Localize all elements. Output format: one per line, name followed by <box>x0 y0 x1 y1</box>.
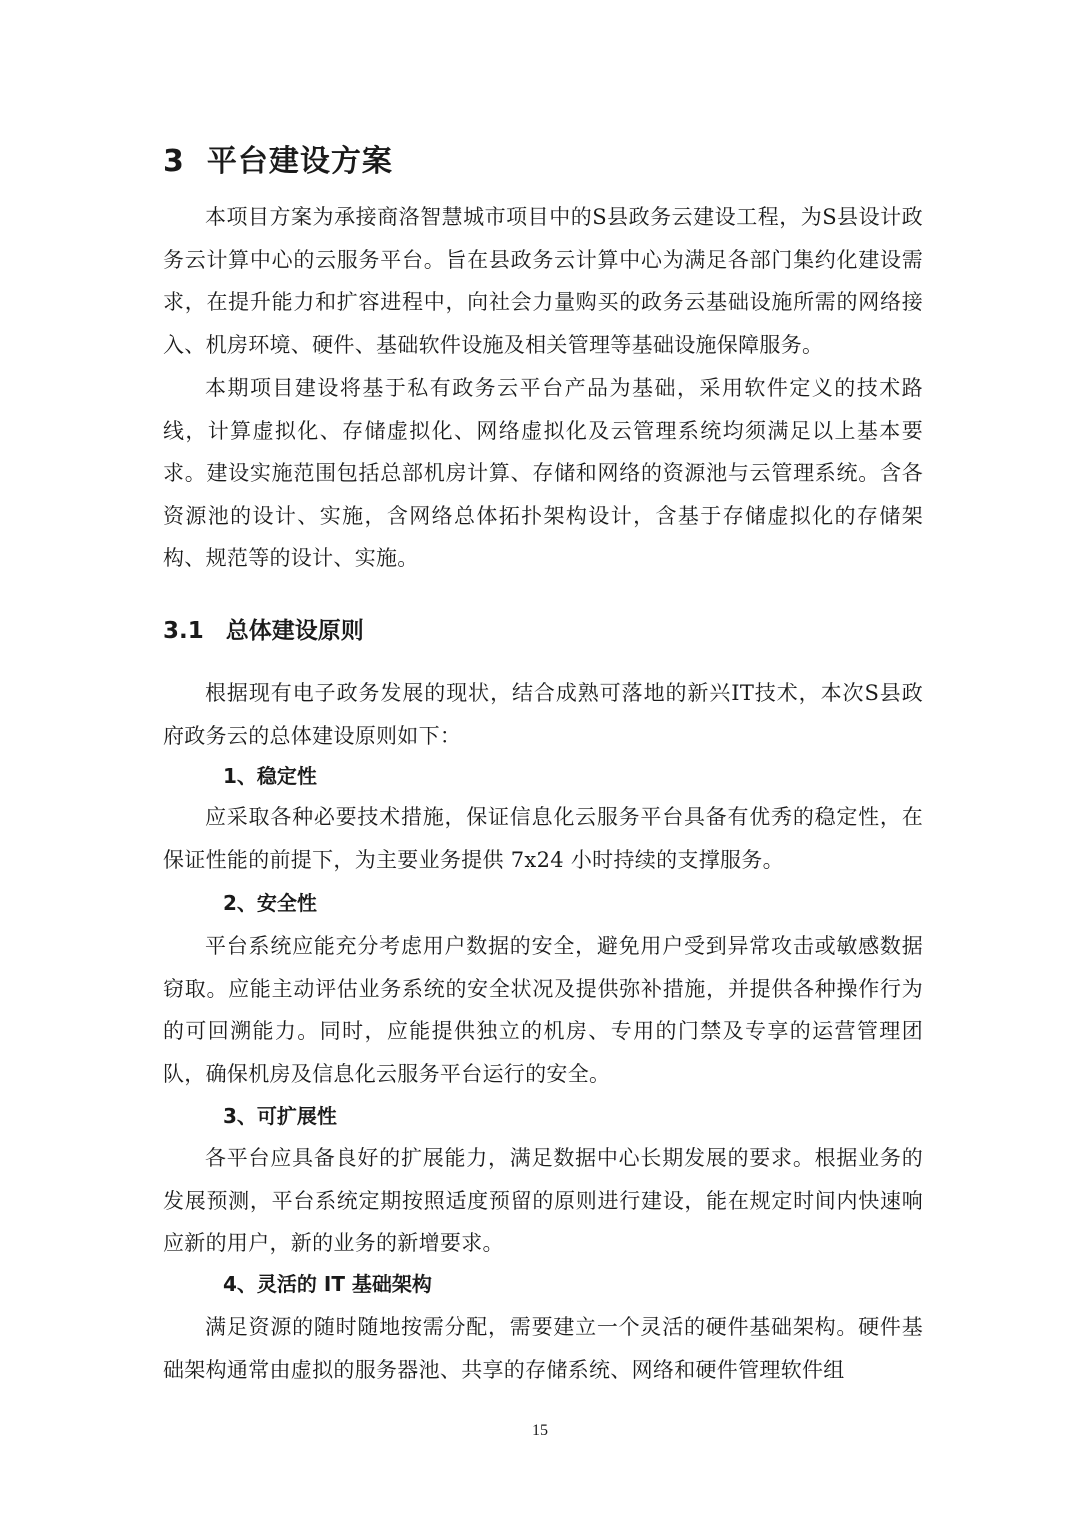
section-paragraph-1: 本项目方案为承接商洛智慧城市项目中的S县政务云建设工程，为S县设计政务云计算中心的云服务平台。旨在县政务云计算中心为满足各部门集约化建设需求，在提升能力和扩容进程中，向社会力量购买的政务云基础设施所需的网络接入、机房环境、硬件、基础软件设施及相关管理等基础设施保障服务。 <box>163 205 923 357</box>
principle-text-scalability: 各平台应具备良好的扩展能力，满足数据中心长期发展的要求。根据业务的发展预测，平台系统定期按照适度预留的原则进行建设，能在规定时间内快速响应新的用户，新的业务的新增要求。 <box>163 1146 923 1255</box>
principle-heading-flexible-it: 4、灵活的 IT 基础架构 <box>223 1272 432 1296</box>
principle-text-flexible-it: 满足资源的随时随地按需分配，需要建立一个灵活的硬件基础架构。硬件基础架构通常由虚拟的服务器池、共享的存储系统、网络和硬件管理软件组 <box>163 1315 923 1382</box>
principle-heading-scalability: 3、可扩展性 <box>223 1104 337 1128</box>
section-heading <box>163 142 393 182</box>
section-title: 平台建设方案 <box>206 144 393 179</box>
subsection-intro: 根据现有电子政务发展的现状，结合成熟可落地的新兴IT技术，本次S县政府政务云的总体建设原则如下： <box>163 681 923 748</box>
subsection-title: 总体建设原则 <box>225 618 364 644</box>
principle-text-stability: 应采取各种必要技术措施，保证信息化云服务平台具备有优秀的稳定性，在保证性能的前提下，为主要业务提供 7x24 小时持续的支撑服务。 <box>163 805 923 872</box>
section-paragraph-2: 本期项目建设将基于私有政务云平台产品为基础，采用软件定义的技术路线，计算虚拟化、存储虚拟化、网络虚拟化及云管理系统均须满足以上基本要求。建设实施范围包括总部机房计算、存储和网络的资源池与云管理系统。含各资源池的设计、实施，含网络总体拓扑架构设计，含基于存储虚拟化的存储架构、规范等的设计、实施。 <box>163 376 923 570</box>
subsection-number: 3.1 <box>163 618 204 644</box>
section-number: 3 <box>163 144 185 179</box>
principle-heading-stability: 1、稳定性 <box>223 764 317 788</box>
principle-heading-security: 2、安全性 <box>223 891 317 915</box>
subsection-heading <box>163 614 364 648</box>
principle-text-security: 平台系统应能充分考虑用户数据的安全，避免用户受到异常攻击或敏感数据窃取。应能主动评估业务系统的安全状况及提供弥补措施，并提供各种操作行为的可回溯能力。同时，应能提供独立的机房、专用的门禁及专享的运营管理团队，确保机房及信息化云服务平台运行的安全。 <box>163 934 923 1086</box>
page-number: 15 <box>532 1422 548 1439</box>
